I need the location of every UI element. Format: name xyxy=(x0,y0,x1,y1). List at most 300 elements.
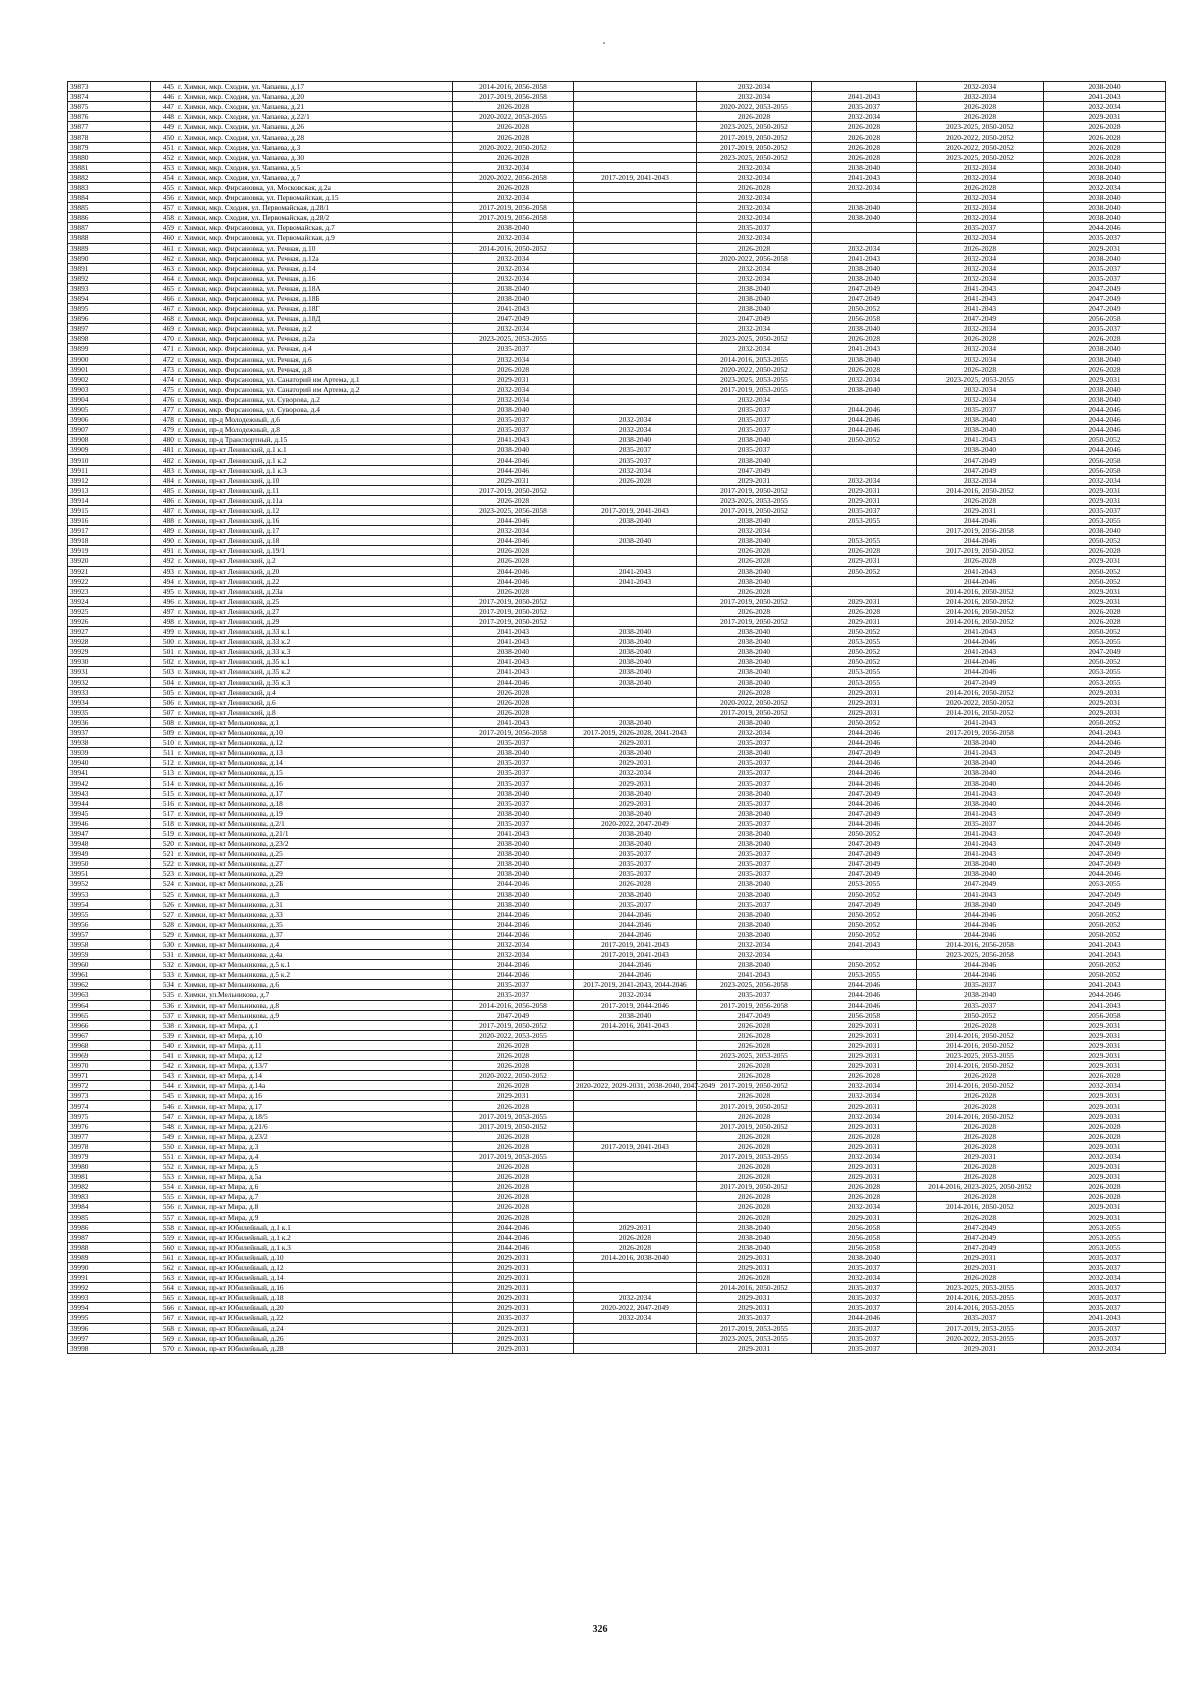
row-id-cell: 39891 xyxy=(68,263,151,273)
period-cell: 2053-2055 xyxy=(1044,1222,1166,1232)
period-cell: 2026-2028 xyxy=(697,1061,812,1071)
address-cell: г. Химки, мкр. Фирсановка, ул. Речная, д.2а xyxy=(176,334,453,344)
period-cell: 2017-2019, 2050-2052 xyxy=(697,142,812,152)
period-cell: 2032-2034 xyxy=(697,263,812,273)
period-cell: 2029-2031 xyxy=(574,798,697,808)
period-cell: 2044-2046 xyxy=(1044,425,1166,435)
row-number-cell: 561 xyxy=(151,1252,177,1262)
table-row xyxy=(68,687,1166,697)
period-cell: 2017-2019, 2044-2046 xyxy=(574,1000,697,1010)
row-number-cell: 518 xyxy=(151,818,177,828)
address-cell: г. Химки, пр-кт Мира, д.13/7 xyxy=(176,1061,453,1071)
period-cell: 2053-2055 xyxy=(812,667,917,677)
period-cell: 2041-2043 xyxy=(917,828,1044,838)
row-id-cell: 39983 xyxy=(68,1192,151,1202)
period-cell: 2026-2028 xyxy=(1044,132,1166,142)
period-cell: 2047-2049 xyxy=(453,1010,574,1020)
period-cell: 2038-2040 xyxy=(812,263,917,273)
table-row xyxy=(68,606,1166,616)
table-row xyxy=(68,1141,1166,1151)
period-cell: 2035-2037 xyxy=(917,1000,1044,1010)
period-cell: 2026-2028 xyxy=(453,1101,574,1111)
period-cell: 2041-2043 xyxy=(453,657,574,667)
period-cell: 2047-2049 xyxy=(1044,849,1166,859)
period-cell: 2029-2031 xyxy=(812,687,917,697)
address-cell: г. Химки, пр-кт Ленинский, д.10 xyxy=(176,475,453,485)
period-cell: 2038-2040 xyxy=(697,435,812,445)
period-cell xyxy=(574,132,697,142)
period-cell: 2032-2034 xyxy=(697,950,812,960)
address-cell: г. Химки, пр-кт Ленинский, д.23а xyxy=(176,586,453,596)
period-cell: 2044-2046 xyxy=(453,960,574,970)
period-cell: 2032-2034 xyxy=(1044,182,1166,192)
period-cell: 2032-2034 xyxy=(917,233,1044,243)
period-cell: 2047-2049 xyxy=(812,859,917,869)
row-number-cell: 450 xyxy=(151,132,177,142)
address-cell: г. Химки, пр-кт Ленинский, д.2 xyxy=(176,556,453,566)
period-cell: 2017-2019, 2041-2043 xyxy=(574,172,697,182)
address-cell: г. Химки, пр-кт Мира, д.21/6 xyxy=(176,1121,453,1131)
address-cell: г. Химки, пр-кт Мира, д.14 xyxy=(176,1071,453,1081)
row-number-cell: 472 xyxy=(151,354,177,364)
table-row xyxy=(68,546,1166,556)
period-cell: 2038-2040 xyxy=(697,283,812,293)
period-cell: 2038-2040 xyxy=(453,849,574,859)
period-cell: 2029-2031 xyxy=(812,1040,917,1050)
period-cell: 2032-2034 xyxy=(697,82,812,92)
row-id-cell: 39874 xyxy=(68,92,151,102)
address-cell: г. Химки, мкр. Сходня, ул. Первомайская, д.28/1 xyxy=(176,203,453,213)
table-row xyxy=(68,435,1166,445)
table-row xyxy=(68,596,1166,606)
address-cell: г. Химки, пр-кт Ленинский, д.12 xyxy=(176,505,453,515)
table-row xyxy=(68,293,1166,303)
period-cell xyxy=(574,1030,697,1040)
row-id-cell: 39936 xyxy=(68,717,151,727)
row-number-cell: 523 xyxy=(151,869,177,879)
row-number-cell: 569 xyxy=(151,1333,177,1343)
period-cell: 2053-2055 xyxy=(812,879,917,889)
period-cell: 2035-2037 xyxy=(1044,1333,1166,1343)
period-cell: 2026-2028 xyxy=(453,102,574,112)
address-cell: г. Химки, пр-кт Мельникова, д.4 xyxy=(176,939,453,949)
address-cell: г. Химки, мкр. Сходня, ул. Первомайская, д.28/2 xyxy=(176,213,453,223)
table-row xyxy=(68,768,1166,778)
period-cell: 2014-2016, 2050-2052 xyxy=(917,1030,1044,1040)
address-cell: г. Химки, пр-кт Мельникова, д.33 xyxy=(176,909,453,919)
row-number-cell: 505 xyxy=(151,687,177,697)
period-cell: 2023-2025, 2050-2052 xyxy=(917,152,1044,162)
period-cell: 2041-2043 xyxy=(574,576,697,586)
period-cell: 2020-2022, 2050-2052 xyxy=(697,697,812,707)
period-cell xyxy=(574,152,697,162)
period-cell: 2041-2043 xyxy=(453,637,574,647)
row-id-cell: 39879 xyxy=(68,142,151,152)
period-cell: 2026-2028 xyxy=(1044,606,1166,616)
row-number-cell: 497 xyxy=(151,606,177,616)
period-cell: 2026-2028 xyxy=(453,556,574,566)
period-cell: 2038-2040 xyxy=(917,869,1044,879)
period-cell: 2038-2040 xyxy=(697,667,812,677)
row-id-cell: 39965 xyxy=(68,1010,151,1020)
period-cell xyxy=(574,1202,697,1212)
period-cell: 2026-2028 xyxy=(1044,1131,1166,1141)
period-cell: 2041-2043 xyxy=(917,566,1044,576)
address-cell: г. Химки, ул.Мельникова, д.7 xyxy=(176,990,453,1000)
period-cell xyxy=(574,102,697,112)
table-row xyxy=(68,1111,1166,1121)
period-cell: 2026-2028 xyxy=(917,1172,1044,1182)
table-row xyxy=(68,344,1166,354)
row-id-cell: 39964 xyxy=(68,1000,151,1010)
period-cell: 2050-2052 xyxy=(812,960,917,970)
row-number-cell: 554 xyxy=(151,1182,177,1192)
period-cell: 2029-2031 xyxy=(1044,1020,1166,1030)
period-cell: 2026-2028 xyxy=(453,1040,574,1050)
period-cell: 2050-2052 xyxy=(1044,627,1166,637)
table-row xyxy=(68,193,1166,203)
period-cell: 2029-2031 xyxy=(574,738,697,748)
period-cell: 2029-2031 xyxy=(453,1333,574,1343)
period-cell: 2038-2040 xyxy=(697,516,812,526)
row-number-cell: 509 xyxy=(151,728,177,738)
period-cell: 2023-2025, 2053-2055 xyxy=(697,495,812,505)
period-cell xyxy=(812,233,917,243)
row-number-cell: 545 xyxy=(151,1091,177,1101)
period-cell: 2032-2034 xyxy=(574,990,697,1000)
period-cell: 2038-2040 xyxy=(453,788,574,798)
period-cell: 2047-2049 xyxy=(1044,808,1166,818)
period-cell: 2035-2037 xyxy=(574,445,697,455)
period-cell: 2026-2028 xyxy=(453,122,574,132)
period-cell: 2038-2040 xyxy=(812,203,917,213)
period-cell: 2026-2028 xyxy=(917,556,1044,566)
period-cell: 2032-2034 xyxy=(812,1202,917,1212)
address-cell: г. Химки, пр-д Молодежный, д.6 xyxy=(176,415,453,425)
period-cell xyxy=(574,1051,697,1061)
row-number-cell: 553 xyxy=(151,1172,177,1182)
period-cell: 2020-2022, 2050-2052 xyxy=(917,697,1044,707)
period-cell xyxy=(574,687,697,697)
table-row xyxy=(68,798,1166,808)
period-cell: 2026-2028 xyxy=(697,1141,812,1151)
period-cell: 2041-2043 xyxy=(917,889,1044,899)
period-cell: 2032-2034 xyxy=(697,233,812,243)
address-cell: г. Химки, пр-кт Мельникова, д.25 xyxy=(176,849,453,859)
row-id-cell: 39933 xyxy=(68,687,151,697)
period-cell: 2035-2037 xyxy=(917,1313,1044,1323)
row-number-cell: 565 xyxy=(151,1293,177,1303)
period-cell: 2026-2028 xyxy=(453,132,574,142)
row-id-cell: 39970 xyxy=(68,1061,151,1071)
period-cell: 2044-2046 xyxy=(917,657,1044,667)
period-cell: 2038-2040 xyxy=(697,536,812,546)
row-number-cell: 467 xyxy=(151,304,177,314)
period-cell: 2026-2028 xyxy=(697,1162,812,1172)
row-id-cell: 39969 xyxy=(68,1051,151,1061)
row-number-cell: 473 xyxy=(151,364,177,374)
period-cell: 2029-2031 xyxy=(574,758,697,768)
row-number-cell: 447 xyxy=(151,102,177,112)
period-cell: 2044-2046 xyxy=(453,929,574,939)
period-cell: 2044-2046 xyxy=(1044,738,1166,748)
period-cell: 2020-2022, 2050-2052 xyxy=(453,1071,574,1081)
housing-repair-schedule-table xyxy=(67,81,1166,1354)
period-cell: 2023-2025, 2050-2052 xyxy=(917,122,1044,132)
period-cell: 2041-2043 xyxy=(917,788,1044,798)
address-cell: г. Химки, мкр. Сходня, ул. Чапаева, д.22/1 xyxy=(176,112,453,122)
period-cell: 2026-2028 xyxy=(917,1141,1044,1151)
period-cell: 2038-2040 xyxy=(574,657,697,667)
period-cell: 2017-2019, 2050-2052 xyxy=(917,546,1044,556)
row-number-cell: 544 xyxy=(151,1081,177,1091)
period-cell: 2029-2031 xyxy=(812,707,917,717)
period-cell: 2038-2040 xyxy=(1044,253,1166,263)
period-cell: 2029-2031 xyxy=(812,1212,917,1222)
period-cell: 2026-2028 xyxy=(697,586,812,596)
table-row xyxy=(68,909,1166,919)
period-cell xyxy=(812,526,917,536)
period-cell: 2047-2049 xyxy=(812,788,917,798)
period-cell: 2032-2034 xyxy=(917,273,1044,283)
period-cell: 2041-2043 xyxy=(917,293,1044,303)
row-id-cell: 39953 xyxy=(68,889,151,899)
table-row xyxy=(68,717,1166,727)
address-cell: г. Химки, пр-кт Юбилейный, д.20 xyxy=(176,1303,453,1313)
period-cell: 2020-2022, 2047-2049 xyxy=(574,818,697,828)
address-cell: г. Химки, мкр. Фирсановка, ул. Первомайская, д.7 xyxy=(176,223,453,233)
address-cell: г. Химки, пр-кт Мельникова, д.23/2 xyxy=(176,839,453,849)
row-id-cell: 39944 xyxy=(68,798,151,808)
period-cell: 2044-2046 xyxy=(812,728,917,738)
row-number-cell: 466 xyxy=(151,293,177,303)
address-cell: г. Химки, пр-кт Ленинский, д.8 xyxy=(176,707,453,717)
address-cell: г. Химки, пр-кт Мира, д.8 xyxy=(176,1202,453,1212)
table-row xyxy=(68,273,1166,283)
address-cell: г. Химки, пр-кт Юбилейный, д.12 xyxy=(176,1262,453,1272)
row-id-cell: 39909 xyxy=(68,445,151,455)
row-number-cell: 540 xyxy=(151,1040,177,1050)
period-cell: 2053-2055 xyxy=(1044,516,1166,526)
row-number-cell: 469 xyxy=(151,324,177,334)
period-cell: 2014-2016, 2056-2058 xyxy=(917,939,1044,949)
row-number-cell: 547 xyxy=(151,1111,177,1121)
table-row xyxy=(68,616,1166,626)
period-cell xyxy=(574,1071,697,1081)
period-cell: 2041-2043 xyxy=(1044,728,1166,738)
period-cell xyxy=(812,445,917,455)
period-cell: 2017-2019, 2041-2043 xyxy=(574,505,697,515)
period-cell: 2035-2037 xyxy=(697,405,812,415)
address-cell: г. Химки, пр-кт Мельникова, д.1 xyxy=(176,717,453,727)
period-cell: 2038-2040 xyxy=(917,899,1044,909)
table-row xyxy=(68,1121,1166,1131)
address-cell: г. Химки, мкр. Фирсановка, ул. Речная, д.10 xyxy=(176,243,453,253)
period-cell: 2032-2034 xyxy=(812,1111,917,1121)
row-id-cell: 39921 xyxy=(68,566,151,576)
row-id-cell: 39915 xyxy=(68,505,151,515)
row-number-cell: 503 xyxy=(151,667,177,677)
table-row xyxy=(68,1101,1166,1111)
period-cell: 2038-2040 xyxy=(917,758,1044,768)
period-cell: 2038-2040 xyxy=(574,647,697,657)
address-cell: г. Химки, мкр. Фирсановка, ул. Речная, д.6 xyxy=(176,354,453,364)
period-cell: 2026-2028 xyxy=(697,1273,812,1283)
row-id-cell: 39995 xyxy=(68,1313,151,1323)
address-cell: г. Химки, мкр. Фирсановка, ул. Речная, д.4 xyxy=(176,344,453,354)
row-number-cell: 516 xyxy=(151,798,177,808)
period-cell: 2041-2043 xyxy=(917,839,1044,849)
period-cell: 2047-2049 xyxy=(1044,828,1166,838)
address-cell: г. Химки, пр-кт Юбилейный, д.16 xyxy=(176,1283,453,1293)
period-cell: 2014-2016, 2050-2052 xyxy=(917,707,1044,717)
period-cell: 2038-2040 xyxy=(1044,354,1166,364)
period-cell: 2050-2052 xyxy=(812,627,917,637)
period-cell: 2035-2037 xyxy=(453,1313,574,1323)
period-cell: 2026-2028 xyxy=(917,1101,1044,1111)
period-cell: 2038-2040 xyxy=(574,637,697,647)
period-cell: 2038-2040 xyxy=(1044,172,1166,182)
row-number-cell: 478 xyxy=(151,415,177,425)
period-cell: 2026-2028 xyxy=(697,1202,812,1212)
period-cell: 2035-2037 xyxy=(453,798,574,808)
period-cell: 2032-2034 xyxy=(1044,475,1166,485)
address-cell: г. Химки, мкр. Фирсановка, ул. Московская, д.2а xyxy=(176,182,453,192)
row-id-cell: 39979 xyxy=(68,1151,151,1161)
row-id-cell: 39971 xyxy=(68,1071,151,1081)
period-cell: 2038-2040 xyxy=(453,223,574,233)
row-number-cell: 519 xyxy=(151,828,177,838)
row-id-cell: 39996 xyxy=(68,1323,151,1333)
table-row xyxy=(68,788,1166,798)
period-cell: 2050-2052 xyxy=(917,1010,1044,1020)
row-id-cell: 39935 xyxy=(68,707,151,717)
row-id-cell: 39989 xyxy=(68,1252,151,1262)
period-cell: 2023-2025, 2053-2055 xyxy=(697,1333,812,1343)
row-id-cell: 39919 xyxy=(68,546,151,556)
period-cell: 2026-2028 xyxy=(812,1192,917,1202)
period-cell: 2017-2019, 2050-2052 xyxy=(697,596,812,606)
period-cell xyxy=(574,1283,697,1293)
period-cell: 2050-2052 xyxy=(1044,576,1166,586)
period-cell: 2029-2031 xyxy=(1044,1051,1166,1061)
table-row xyxy=(68,445,1166,455)
address-cell: г. Химки, пр-кт Мельникова, д.21/1 xyxy=(176,828,453,838)
period-cell: 2023-2025, 2050-2052 xyxy=(697,152,812,162)
period-cell: 2026-2028 xyxy=(453,152,574,162)
table-row xyxy=(68,586,1166,596)
table-row xyxy=(68,102,1166,112)
address-cell: г. Химки, мкр. Сходня, ул. Чапаева, д.30 xyxy=(176,152,453,162)
table-row xyxy=(68,818,1166,828)
row-id-cell: 39913 xyxy=(68,485,151,495)
period-cell: 2035-2037 xyxy=(574,899,697,909)
period-cell: 2038-2040 xyxy=(697,455,812,465)
period-cell: 2041-2043 xyxy=(917,849,1044,859)
table-row xyxy=(68,1162,1166,1172)
period-cell: 2041-2043 xyxy=(1044,92,1166,102)
period-cell: 2035-2037 xyxy=(697,445,812,455)
period-cell: 2038-2040 xyxy=(574,717,697,727)
row-id-cell: 39997 xyxy=(68,1333,151,1343)
period-cell: 2044-2046 xyxy=(1044,818,1166,828)
address-cell: г. Химки, пр-кт Мельникова, д.6 xyxy=(176,980,453,990)
period-cell: 2047-2049 xyxy=(1044,859,1166,869)
address-cell: г. Химки, мкр. Сходня, ул. Чапаева, д.3 xyxy=(176,142,453,152)
table-row xyxy=(68,1172,1166,1182)
period-cell: 2038-2040 xyxy=(1044,162,1166,172)
period-cell xyxy=(574,1101,697,1111)
period-cell: 2029-2031 xyxy=(1044,1101,1166,1111)
row-id-cell: 39920 xyxy=(68,556,151,566)
period-cell: 2026-2028 xyxy=(917,1020,1044,1030)
table-row xyxy=(68,465,1166,475)
row-number-cell: 495 xyxy=(151,586,177,596)
row-number-cell: 512 xyxy=(151,758,177,768)
period-cell: 2026-2028 xyxy=(697,1030,812,1040)
period-cell: 2029-2031 xyxy=(812,1121,917,1131)
row-id-cell: 39949 xyxy=(68,849,151,859)
period-cell: 2032-2034 xyxy=(697,324,812,334)
period-cell: 2035-2037 xyxy=(697,899,812,909)
row-number-cell: 535 xyxy=(151,990,177,1000)
row-id-cell: 39962 xyxy=(68,980,151,990)
period-cell: 2032-2034 xyxy=(917,324,1044,334)
period-cell: 2035-2037 xyxy=(453,818,574,828)
period-cell: 2032-2034 xyxy=(1044,1343,1166,1353)
period-cell: 2017-2019, 2050-2052 xyxy=(697,132,812,142)
row-number-cell: 468 xyxy=(151,314,177,324)
table-row xyxy=(68,152,1166,162)
row-id-cell: 39882 xyxy=(68,172,151,182)
period-cell: 2029-2031 xyxy=(574,1222,697,1232)
period-cell: 2053-2055 xyxy=(1044,667,1166,677)
period-cell: 2029-2031 xyxy=(812,1061,917,1071)
address-cell: г. Химки, пр-кт Мира, д.5 xyxy=(176,1162,453,1172)
period-cell: 2038-2040 xyxy=(574,516,697,526)
period-cell: 2032-2034 xyxy=(812,182,917,192)
period-cell: 2029-2031 xyxy=(1044,586,1166,596)
address-cell: г. Химки, пр-кт Мира, д.10 xyxy=(176,1030,453,1040)
period-cell: 2020-2022, 2047-2049 xyxy=(574,1303,697,1313)
row-id-cell: 39945 xyxy=(68,808,151,818)
row-number-cell: 543 xyxy=(151,1071,177,1081)
period-cell: 2032-2034 xyxy=(697,193,812,203)
row-id-cell: 39974 xyxy=(68,1101,151,1111)
row-number-cell: 527 xyxy=(151,909,177,919)
row-number-cell: 452 xyxy=(151,152,177,162)
address-cell: г. Химки, мкр. Сходня, ул. Чапаева, д.26 xyxy=(176,122,453,132)
period-cell: 2041-2043 xyxy=(453,667,574,677)
period-cell: 2038-2040 xyxy=(1044,344,1166,354)
row-number-cell: 448 xyxy=(151,112,177,122)
period-cell: 2050-2052 xyxy=(1044,657,1166,667)
row-number-cell: 464 xyxy=(151,273,177,283)
row-number-cell: 555 xyxy=(151,1192,177,1202)
row-id-cell: 39910 xyxy=(68,455,151,465)
row-number-cell: 482 xyxy=(151,455,177,465)
period-cell: 2029-2031 xyxy=(1044,687,1166,697)
address-cell: г. Химки, пр-кт Ленинский, д.1 к.1 xyxy=(176,445,453,455)
period-cell: 2035-2037 xyxy=(697,223,812,233)
period-cell: 2032-2034 xyxy=(697,172,812,182)
period-cell: 2029-2031 xyxy=(453,374,574,384)
period-cell: 2044-2046 xyxy=(1044,758,1166,768)
period-cell: 2044-2046 xyxy=(917,536,1044,546)
table-row xyxy=(68,1343,1166,1353)
row-number-cell: 483 xyxy=(151,465,177,475)
address-cell: г. Химки, мкр. Фирсановка, ул. Речная, д.8 xyxy=(176,364,453,374)
